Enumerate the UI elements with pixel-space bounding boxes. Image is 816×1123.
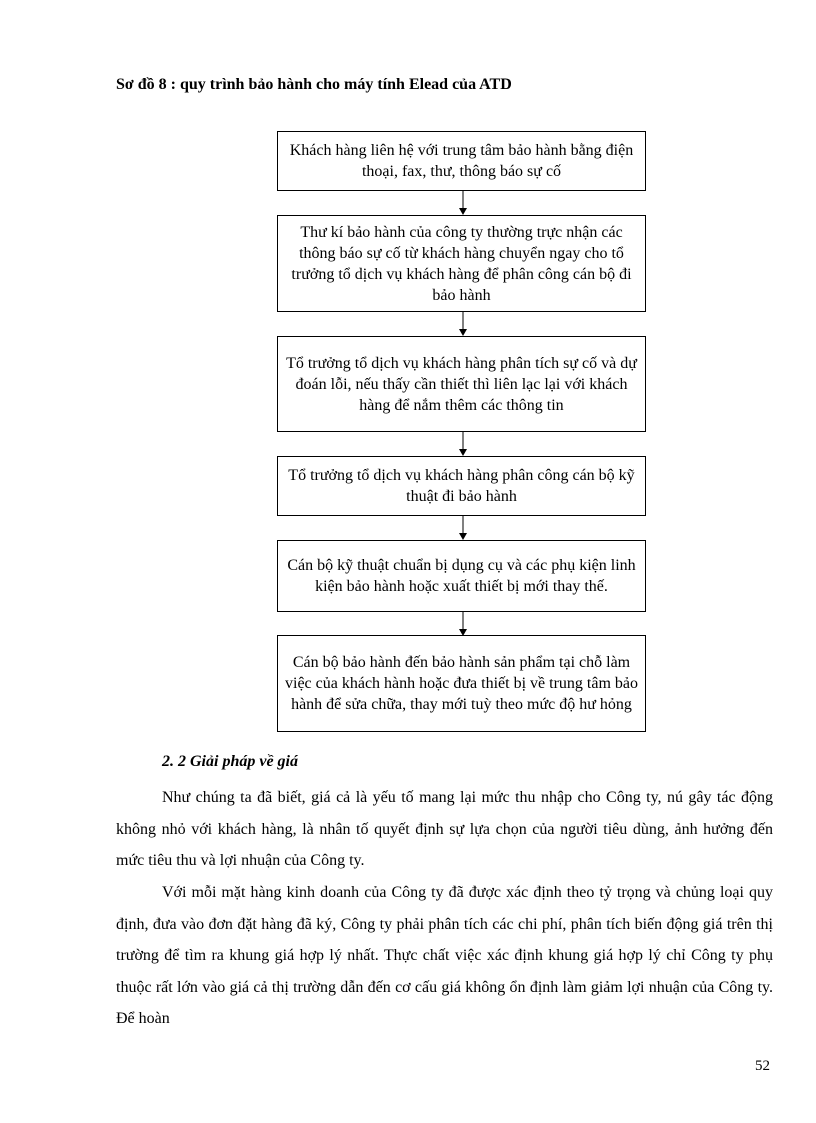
section-title: 2. 2 Giải pháp về giá — [162, 753, 298, 770]
arrow-down-icon — [457, 516, 469, 540]
flow-step-text: Tổ trưởng tổ dịch vụ khách hàng phân tích sự cố và dự đoán lỗi, nếu thấy cần thiết thì liên lạc lại với khách hàng để nắm thêm các thông tin — [286, 354, 637, 414]
flow-step-text: Cán bộ bảo hành đến bảo hành sản phẩm tại chỗ làm việc của khách hành hoặc đưa thiết bị về trung tâm bảo hành để sửa chữa, thay mới tuỳ theo mức độ hư hỏng — [285, 654, 638, 713]
arrow-down-icon — [457, 432, 469, 456]
flow-step-3 — [277, 336, 646, 432]
paragraph-2: Với mỗi mặt hàng kinh doanh của Công ty đã được xác định theo tỷ trọng và chủng loại quy định, đưa vào đơn đặt hàng đã ký, Công ty phải phân tích các chi phí, phân tích biến động giá trên thị trường để tìm ra khung giá hợp lý nhất. Thực chất việc xác định khung giá hợp lý chỉ Công ty phụ thuộc rất lớn vào giá cả thị trường dẫn đến cơ cấu giá không ổn định làm giảm lợi nhuận của Công ty. Để hoàn — [116, 884, 773, 1027]
flow-step-4 — [277, 456, 646, 516]
paragraph-1: Như chúng ta đã biết, giá cả là yếu tố mang lại mức thu nhập cho Công ty, nú gây tác động không nhỏ với khách hàng, là nhân tố quyết định sự lựa chọn của người tiêu dùng, ảnh hưởng đến mức tiêu thu và lợi nhuận của Công ty. — [116, 789, 773, 869]
flow-step-6 — [277, 635, 646, 732]
diagram-title: Sơ đồ 8 : quy trình bảo hành cho máy tính Elead của ATD — [116, 76, 512, 93]
arrow-down-icon — [457, 191, 469, 215]
page-number: 52 — [755, 1058, 770, 1074]
flow-step-text: Cán bộ kỹ thuật chuẩn bị dụng cụ và các phụ kiện linh kiện bảo hành hoặc xuất thiết bị mới thay thế. — [287, 557, 636, 595]
flow-step-2 — [277, 215, 646, 312]
arrow-down-icon — [457, 612, 469, 636]
flow-step-1 — [277, 131, 646, 191]
arrow-down-icon — [457, 312, 469, 336]
flow-step-text: Khách hàng liên hệ với trung tâm bảo hành bằng điện thoại, fax, thư, thông báo sự cố — [289, 142, 634, 180]
flow-step-5 — [277, 540, 646, 612]
flow-step-text: Thư kí bảo hành của công ty thường trực nhận các thông báo sự cố từ khách hàng chuyển ngay cho tổ trưởng tổ dịch vụ khách hàng để phân công cán bộ đi bảo hành — [291, 223, 632, 304]
flow-step-text: Tổ trưởng tổ dịch vụ khách hàng phân công cán bộ kỹ thuật đi bảo hành — [288, 467, 635, 505]
